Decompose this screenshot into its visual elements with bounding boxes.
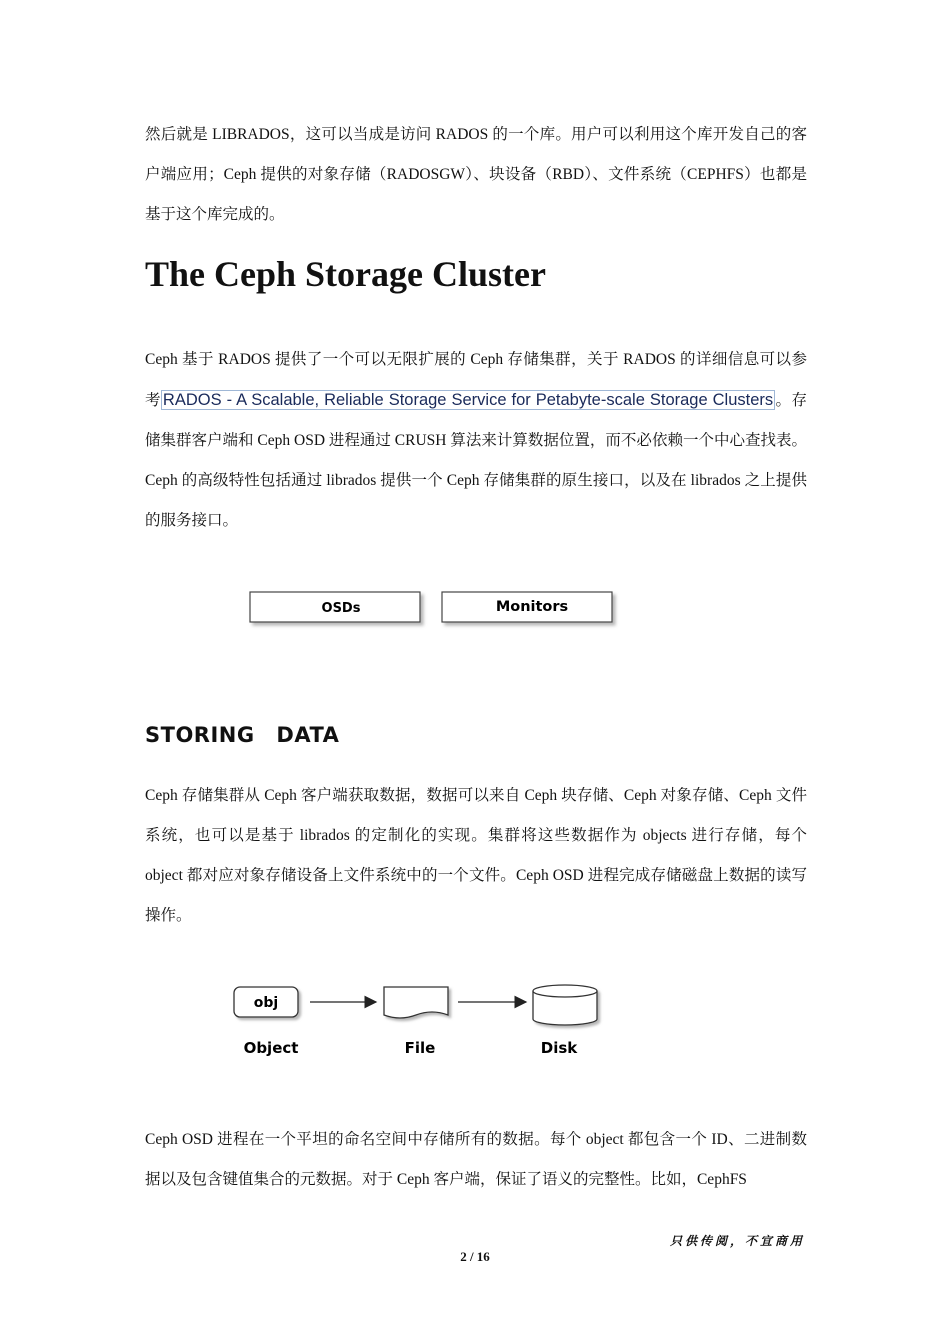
usage-note: 只供传阅，不宜商用 xyxy=(669,1234,805,1248)
file-label: File xyxy=(404,1039,436,1057)
osds-box-label: OSDs xyxy=(321,601,361,616)
rados-paragraph xyxy=(145,340,807,541)
rados-paragraph-tail: 。存储集群客户端和 Ceph OSD 进程通过 CRUSH 算法来计算数据位置，而不必依赖一个中心查找表。Ceph 的高级特性包括通过 librados 提供一个 Ceph 存储集群的原生接口，以及在 librados 之上提供的服务接口。 xyxy=(145,392,807,529)
object-box-label: obj xyxy=(253,995,279,1011)
heading-ceph-storage-cluster: The Ceph Storage Cluster xyxy=(145,254,546,294)
cluster-components-diagram xyxy=(0,585,950,635)
object-label: Object xyxy=(243,1039,299,1057)
disk-icon xyxy=(533,985,597,1025)
monitors-box-label: Monitors xyxy=(495,599,569,615)
rados-paper-link[interactable]: RADOS - A Scalable, Reliable Storage Service for Petabyte-scale Storage Clusters xyxy=(162,391,774,409)
osd-namespace-paragraph: Ceph OSD 进程在一个平坦的命名空间中存储所有的数据。每个 object 都包含一个 ID、二进制数据以及包含键值集合的元数据。对于 Ceph 客户端，保证了语义的完整性。比如，CephFS xyxy=(145,1131,807,1188)
storing-data-paragraph: Ceph 存储集群从 Ceph 客户端获取数据，数据可以来自 Ceph 块存储、Ceph 对象存储、Ceph 文件系统，也可以是基于 librados 的定制化的实现。集群将这些数据作为 objects 进行存储，每个 object 都对应对象存储设备上文件系统中的一个文件。Ceph OSD 进程完成存储磁盘上数据的读写操作。 xyxy=(145,787,807,924)
rados-paragraph-lead: Ceph 基于 RADOS 提供了一个可以无限扩展的 Ceph 存储集群，关于 RADOS 的详细信息可以参考 xyxy=(145,351,807,409)
heading-storing-data: STORING DATA xyxy=(145,723,340,747)
disk-label: Disk xyxy=(540,1039,578,1057)
file-icon xyxy=(384,987,448,1018)
intro-paragraph: 然后就是 LIBRADOS，这可以当成是访问 RADOS 的一个库。用户可以利用这个库开发自己的客户端应用；Ceph 提供的对象存储（RADOSGW）、块设备（RBD）、文件系统（CEPHFS）也都是基于这个库完成的。 xyxy=(145,126,807,223)
page-number: 2 / 16 xyxy=(460,1249,490,1264)
object-file-disk-diagram xyxy=(0,975,950,1065)
